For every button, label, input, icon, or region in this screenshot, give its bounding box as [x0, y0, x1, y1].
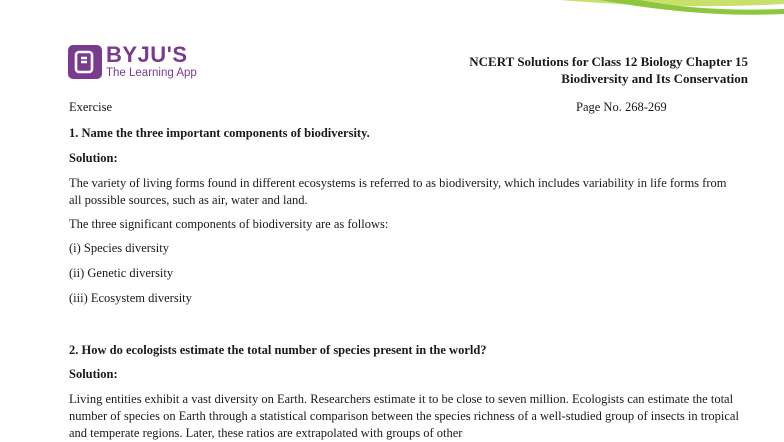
solution-1-label: Solution: [69, 151, 118, 165]
page-number: Page No. 268-269 [576, 100, 667, 114]
list-item-ecosystem: (iii) Ecosystem diversity [69, 291, 192, 305]
question-2: 2. How do ecologists estimate the total number of species present in the world? [69, 343, 487, 357]
exercise-label: Exercise [69, 100, 113, 114]
document-title-line-1: NCERT Solutions for Class 12 Biology Chapter 15 [469, 54, 748, 69]
solution-2-paragraph-1: Living entities exhibit a vast diversity on Earth. Researchers estimate it to be close to seven million. Ecologists can estimate the total number of species on Earth through a statistical comparison between the species richness of a well-studied group of insects in tropical and temperate regions. Later, these ratios are extrapolated with groups of other [69, 392, 739, 440]
list-item-genetic: (ii) Genetic diversity [69, 266, 174, 280]
brand-name: BYJU'S [106, 42, 188, 67]
solution-1-paragraph-2: The three significant components of biodiversity are as follows: [69, 217, 389, 231]
document-title-line-2: Biodiversity and Its Conservation [561, 71, 748, 86]
list-item-species: (i) Species diversity [69, 241, 169, 255]
brand-tagline: The Learning App [106, 67, 197, 79]
solution-2-label: Solution: [69, 367, 118, 381]
header-decoration [0, 0, 784, 30]
byjus-b-logo-icon [68, 45, 102, 79]
byjus-logo [68, 44, 197, 80]
solution-1-paragraph-1: The variety of living forms found in different ecosystems is referred to as biodiversity, which includes variability in life forms from all possible sources, such as air, water and land. [69, 176, 727, 207]
question-1: 1. Name the three important components of biodiversity. [69, 126, 370, 140]
document-title [469, 53, 748, 87]
